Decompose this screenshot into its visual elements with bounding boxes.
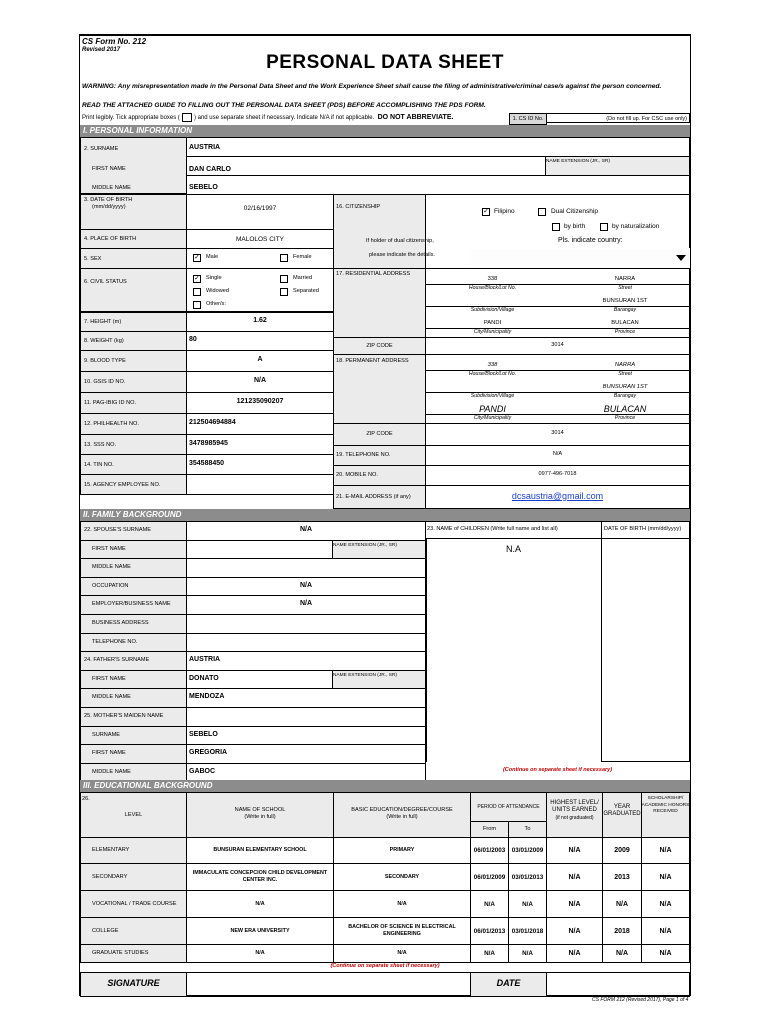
edu-highest-value: N/A xyxy=(568,873,581,881)
first-name-field[interactable] xyxy=(186,156,546,176)
edu-from-value: 06/01/2013 xyxy=(473,927,506,935)
gsis-label: 10. GSIS ID NO. xyxy=(84,379,126,385)
mother-first-label: FIRST NAME xyxy=(92,750,126,756)
email-label: 21. E-MAIL ADDRESS (if any) xyxy=(336,494,411,500)
residential-label: 17. RESIDENTIAL ADDRESS xyxy=(336,271,411,277)
edu-level-value: GRADUATE STUDIES xyxy=(92,950,149,956)
cs-id-label: 1. CS ID No. xyxy=(509,113,547,125)
by-birth-checkbox[interactable] xyxy=(552,223,560,231)
middle-name-label: MIDDLE NAME xyxy=(92,185,131,191)
blood-label: 9. BLOOD TYPE xyxy=(84,358,126,364)
edu-from-value: N/A xyxy=(484,900,495,908)
edu-from-value: 06/01/2009 xyxy=(473,873,506,881)
dual-note-2: please indicate the details. xyxy=(369,252,435,258)
single-label: Single xyxy=(206,275,222,281)
perm-street-caption: Street xyxy=(560,370,690,377)
edu-school-value: NEW ERA UNIVERSITY xyxy=(230,927,290,934)
perm-street-value: NARRA xyxy=(614,362,636,368)
edu-honors-value: N/A xyxy=(659,927,672,935)
edu-to-header-label: To xyxy=(524,826,531,832)
edu-school-value: IMMACULATE CONCEPCION CHILD DEVELOPMENT CENTER INC. xyxy=(192,870,328,883)
spouse-first-ext-label: NAME EXTENSION (JR., SR) xyxy=(333,543,397,548)
sss-label: 13. SSS NO. xyxy=(84,441,117,448)
edu-highest-value: N/A xyxy=(568,950,581,957)
edu-to-value: 03/01/2009 xyxy=(511,847,544,854)
edu-from-value: N/A xyxy=(484,950,495,957)
male-checkbox[interactable]: ✓ xyxy=(194,254,200,261)
dual-note-1: If holder of dual citizenship, xyxy=(366,238,434,244)
pagibig-value: 121235090207 xyxy=(236,398,284,405)
telephone-value: N/A xyxy=(552,451,563,457)
edu-course-value: N/A xyxy=(397,950,407,956)
edu-level-value: COLLEGE xyxy=(92,927,119,934)
employer-label: EMPLOYER/BUSINESS NAME xyxy=(92,601,171,607)
date-label: DATE xyxy=(496,978,521,988)
perm-zip-value: 3014 xyxy=(551,430,564,436)
civil-status-label: 6. CIVIL STATUS xyxy=(84,279,127,285)
edu-school-value: N/A xyxy=(255,900,265,907)
edu-course-value: SECONDARY xyxy=(384,873,420,880)
tin-label: 14. TIN NO. xyxy=(84,461,114,468)
mother-surname-label: SURNAME xyxy=(92,731,120,738)
children-dob-list[interactable] xyxy=(601,538,690,762)
res-city-caption: City/Municipality xyxy=(425,328,560,335)
agency-label: 15. AGENCY EMPLOYEE NO. xyxy=(84,481,161,488)
perm-brgy-caption: Barangay xyxy=(560,392,690,399)
by-naturalization-label: by naturalization xyxy=(612,223,660,230)
first-name-value: DAN CARLO xyxy=(189,166,231,173)
spouse-middle-field[interactable] xyxy=(186,558,426,578)
father-surname-label: 24. FATHER'S SURNAME xyxy=(84,657,150,663)
edu-school-value: BUNSURAN ELEMENTARY SCHOOL xyxy=(213,847,307,853)
spouse-middle-label: MIDDLE NAME xyxy=(92,564,131,570)
res-zip-value: 3014 xyxy=(551,342,564,348)
edu-level-value: SECONDARY xyxy=(92,873,128,880)
pob-value: MALOLOS CITY xyxy=(235,236,285,243)
civil-status-label-box xyxy=(80,268,187,312)
height-label: 7. HEIGHT (m) xyxy=(84,319,122,325)
citizenship-label: 16. CITIZENSHIP xyxy=(336,204,381,210)
res-prov-value: BULACAN xyxy=(611,320,639,326)
mother-maiden-label: 25. MOTHER'S MAIDEN NAME xyxy=(84,713,164,719)
edu-to-value: N/A xyxy=(522,950,533,957)
occupation-value: N/A xyxy=(299,581,313,589)
filipino-label: Filipino xyxy=(494,208,515,215)
print-instructions: Print legibly. Tick appropriate boxes ( ) and use separate sheet if necessary. Indicate N/A if not applicable. DO NOT ABBREVIATE. xyxy=(82,114,454,122)
philhealth-label: 12. PHILHEALTH NO. xyxy=(84,421,139,427)
by-naturalization-checkbox[interactable] xyxy=(600,223,608,231)
res-house-value: 338 xyxy=(487,276,498,282)
edu-school-header-label: NAME OF SCHOOL xyxy=(234,807,286,813)
children-value: N.A xyxy=(505,544,521,554)
perm-city-caption: City/Municipality xyxy=(425,414,560,421)
perm-house-value: 338 xyxy=(487,362,498,368)
spouse-surname-label: 22. SPOUSE'S SURNAME xyxy=(84,527,151,533)
surname-label: 2. SURNAME xyxy=(84,146,119,152)
edu-year-value: 2018 xyxy=(614,927,630,935)
mobile-value: 0977-496-7018 xyxy=(538,471,577,477)
spouse-first-field[interactable] xyxy=(186,540,333,559)
dob-format: (mm/dd/yyyy) xyxy=(92,204,126,210)
spouse-telephone-label: TELEPHONE NO. xyxy=(92,638,138,645)
father-middle-value: MENDOZA xyxy=(189,693,225,700)
edu-highest-value: N/A xyxy=(568,927,581,935)
perm-zip-label: ZIP CODE xyxy=(366,431,393,437)
children-header-label: 23. NAME of CHILDREN (Write full name and list all) xyxy=(427,526,558,532)
edu-course-header-note: (Write in full) xyxy=(386,814,418,820)
section-family-background: II. FAMILY BACKGROUND xyxy=(80,509,690,521)
perm-prov-caption: Province xyxy=(560,414,690,421)
res-brgy-caption: Barangay xyxy=(560,306,690,313)
edu-period-header-label: PERIOD OF ATTENDANCE xyxy=(477,804,540,810)
sex-label: 5. SEX xyxy=(84,256,102,262)
date-field[interactable] xyxy=(546,972,690,997)
family-continue-note: (Continue on separate sheet if necessary) xyxy=(502,767,613,773)
res-brgy-value: BUNSURAN 1ST xyxy=(602,298,648,304)
dob-value: 02/16/1997 xyxy=(243,205,277,212)
pob-label: 4. PLACE OF BIRTH xyxy=(84,236,137,242)
signature-field[interactable] xyxy=(186,972,471,997)
business-address-label: BUSINESS ADDRESS xyxy=(92,620,149,626)
weight-label: 8. WEIGHT (kg) xyxy=(84,338,124,344)
section-educational-background: III. EDUCATIONAL BACKGROUND xyxy=(80,780,690,792)
father-first-value: DONATO xyxy=(189,674,219,682)
read-guide-text: READ THE ATTACHED GUIDE TO FILLING OUT THE PERSONAL DATA SHEET (PDS) BEFORE ACCOMPLISHING THE PDS FORM. xyxy=(82,102,486,109)
occupation-label: OCCUPATION xyxy=(92,582,129,589)
edu-level-value: VOCATIONAL / TRADE COURSE xyxy=(92,900,177,907)
edu-to-value: 03/01/2018 xyxy=(511,927,544,935)
edu-from-header-label: From xyxy=(482,826,497,832)
res-subdivision-caption: Subdivision/Village xyxy=(425,306,560,313)
male-label: Male xyxy=(206,254,219,260)
email-link[interactable]: dcsaustria@gmail.com xyxy=(511,491,604,501)
surname-value: AUSTRIA xyxy=(189,144,221,151)
edu-school-value: N/A xyxy=(255,950,265,956)
form-revision: Revised 2017 xyxy=(82,47,121,53)
weight-value: 80 xyxy=(189,336,197,343)
children-dob-label: DATE OF BIRTH (mm/dd/yyyy) xyxy=(604,526,682,532)
spouse-first-label: FIRST NAME xyxy=(92,545,126,552)
edu-highest-value: N/A xyxy=(568,900,581,908)
signature-label: SIGNATURE xyxy=(107,978,160,988)
dob-field[interactable] xyxy=(186,194,334,230)
edu-honors-value: N/A xyxy=(659,873,672,881)
others-label: Other/s: xyxy=(206,301,226,307)
page-title: PERSONAL DATA SHEET xyxy=(266,52,504,73)
first-name-label: FIRST NAME xyxy=(92,166,126,172)
widowed-checkbox[interactable] xyxy=(193,288,201,296)
agency-field[interactable] xyxy=(186,474,334,495)
name-extension-label: NAME EXTENSION (JR., SR) xyxy=(546,159,610,164)
edu-course-header-label: BASIC EDUCATION/DEGREE/COURSE xyxy=(351,807,453,813)
employer-value: N/A xyxy=(299,600,313,607)
perm-subdivision-caption: Subdivision/Village xyxy=(425,392,560,399)
residential-label-box xyxy=(333,268,426,338)
father-first-label: FIRST NAME xyxy=(92,675,126,682)
separated-checkbox[interactable] xyxy=(280,288,288,296)
section-personal-information: I. PERSONAL INFORMATION xyxy=(80,125,690,137)
edu-highest-value: N/A xyxy=(568,847,581,854)
edu-year-header-label: YEAR GRADUATED xyxy=(603,804,641,817)
sample-checkbox xyxy=(182,113,192,122)
chevron-down-icon[interactable] xyxy=(676,255,686,261)
edu-level-header-label: LEVEL xyxy=(124,812,143,818)
height-value: 1.62 xyxy=(253,317,267,324)
permanent-label: 18. PERMANENT ADDRESS xyxy=(336,358,409,364)
edu-to-value: 03/01/2013 xyxy=(511,873,544,881)
edu-course-value: PRIMARY xyxy=(389,847,415,853)
single-checkbox[interactable]: ✓ xyxy=(194,275,200,282)
cs-id-field: (Do not fill up. For CSC use only) xyxy=(546,113,690,123)
res-city-value: PANDI xyxy=(483,320,502,326)
gsis-value: N/A xyxy=(253,377,267,384)
country-dropdown[interactable] xyxy=(470,248,690,269)
father-surname-value: AUSTRIA xyxy=(189,656,221,663)
father-first-ext-label: NAME EXTENSION (JR., SR) xyxy=(333,673,397,678)
edu-honors-value: N/A xyxy=(659,847,672,854)
indicate-country-label: Pls. indicate country: xyxy=(558,237,623,244)
married-checkbox[interactable] xyxy=(280,275,288,283)
pds-form xyxy=(79,34,691,996)
dual-citizenship-label: Dual Citizenship xyxy=(551,208,598,215)
res-street-value: NARRA xyxy=(614,276,636,282)
perm-city-value: PANDI xyxy=(479,404,506,414)
edu-honors-value: N/A xyxy=(659,900,672,908)
edu-course-value: N/A xyxy=(397,900,407,907)
children-list[interactable] xyxy=(425,538,427,762)
business-address-field[interactable] xyxy=(186,614,426,634)
edu-school-header-note: (Write in full) xyxy=(244,814,276,820)
edu-honors-header-label: SCHOLARSHIP/ ACADEMIC HONORS RECEIVED xyxy=(641,796,690,814)
res-prov-caption: Province xyxy=(560,328,690,335)
edu-highest-header-label: HIGHEST LEVEL/ UNITS EARNED xyxy=(550,800,599,813)
middle-name-field[interactable] xyxy=(186,175,690,195)
father-surname-field[interactable] xyxy=(186,651,426,671)
res-house-caption: House/Block/Lot No. xyxy=(425,284,560,291)
mother-middle-value: GABOC xyxy=(189,767,216,775)
form-number: CS Form No. 212 xyxy=(82,37,147,46)
edu-year-value: 2009 xyxy=(614,847,630,854)
page-footer: CS FORM 212 (Revised 2017), Page 1 of 4 xyxy=(592,997,689,1003)
mother-surname-value: SEBELO xyxy=(189,730,218,738)
mobile-label: 20. MOBILE NO. xyxy=(336,472,378,478)
edu-honors-value: N/A xyxy=(659,950,672,957)
edu-num: 26. xyxy=(82,796,90,802)
telephone-label: 19. TELEPHONE NO. xyxy=(336,452,391,458)
edu-highest-header-note: (if not graduated) xyxy=(555,815,594,821)
married-label: Married xyxy=(293,275,312,281)
pagibig-label: 11. PAG-IBIG ID NO. xyxy=(84,400,137,406)
weight-field[interactable] xyxy=(186,331,334,351)
female-checkbox[interactable] xyxy=(280,254,288,262)
perm-house-caption: House/Block/Lot No. xyxy=(425,370,560,377)
mother-first-value: GREGORIA xyxy=(189,749,228,756)
edu-course-value: BACHELOR OF SCIENCE IN ELECTRICAL ENGINEERING xyxy=(348,924,456,937)
others-checkbox[interactable] xyxy=(193,301,201,309)
father-middle-label: MIDDLE NAME xyxy=(92,694,131,700)
mother-maiden-field[interactable] xyxy=(186,707,426,727)
sss-value: 3478985945 xyxy=(189,439,228,447)
education-continue-note: (Continue on separate sheet if necessary) xyxy=(330,963,440,969)
by-birth-label: by birth xyxy=(564,223,586,230)
blood-value: A xyxy=(257,356,263,363)
widowed-label: Widowed xyxy=(206,288,230,294)
warning-text: WARNING: Any misrepresentation made in the Personal Data Sheet and the Work Experience Sheet shall cause the filing of administrative/criminal case/s against the person concerned. xyxy=(82,83,662,90)
filipino-checkbox[interactable]: ✓ xyxy=(483,208,489,215)
res-zip-label: ZIP CODE xyxy=(366,343,393,349)
philhealth-value: 212504694884 xyxy=(189,419,236,426)
perm-prov-value: BULACAN xyxy=(603,404,647,414)
perm-brgy-value: BUNSURAN 1ST xyxy=(602,384,648,390)
spouse-surname-value: N/A xyxy=(299,526,313,533)
edu-year-value: 2013 xyxy=(614,873,630,881)
dob-label: 3. DATE OF BIRTH xyxy=(84,197,133,203)
spouse-telephone-field[interactable] xyxy=(186,633,426,652)
edu-from-value: 06/01/2003 xyxy=(473,847,506,854)
edu-level-value: ELEMENTARY xyxy=(92,847,130,853)
edu-year-value: N/A xyxy=(615,900,629,908)
middle-name-value: SEBELO xyxy=(189,184,218,191)
tin-value: 354588450 xyxy=(189,459,225,467)
separated-label: Separated xyxy=(293,288,319,294)
res-street-caption: Street xyxy=(560,284,690,291)
edu-year-value: N/A xyxy=(615,950,629,957)
female-label: Female xyxy=(293,254,312,260)
mother-middle-label: MIDDLE NAME xyxy=(92,768,131,775)
surname-field[interactable] xyxy=(186,137,690,157)
edu-to-value: N/A xyxy=(522,900,533,908)
mother-surname-field[interactable] xyxy=(186,726,426,745)
dual-citizenship-checkbox[interactable] xyxy=(538,208,546,216)
